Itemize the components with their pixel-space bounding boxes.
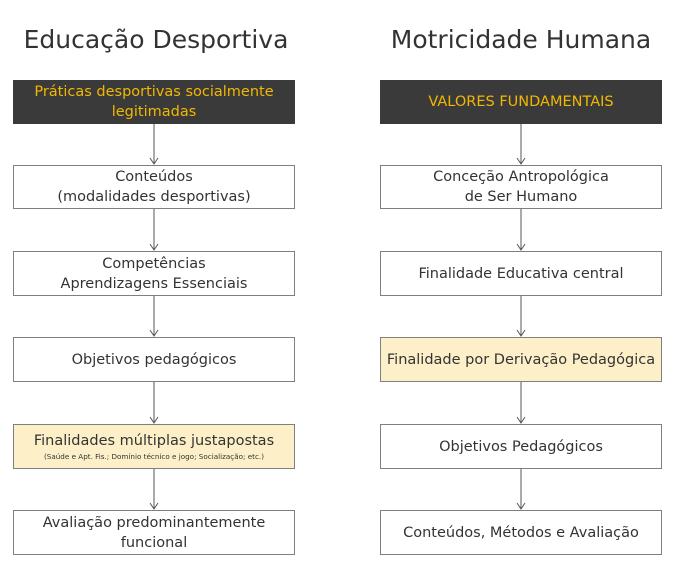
- left-box-finalidades-note: (Saúde e Apt. Fis.; Domínio técnico e jogo; Socialização; etc.): [43, 452, 265, 461]
- right-box-concecao-line-2: de Ser Humano: [464, 189, 578, 205]
- arrow-left-5: [150, 469, 158, 509]
- right-box-conteudos-metodos: [380, 510, 662, 555]
- left-box-competencias-line-1: Competências: [102, 255, 206, 272]
- left-box-conteudos-line-2: (modalidades desportivas): [57, 189, 251, 205]
- left-box-conteudos-line-1: Conteúdos: [115, 169, 193, 185]
- right-box-conteudos-metodos-line-1: Conteúdos, Métodos e Avaliação: [403, 524, 639, 541]
- arrow-left-2: [150, 209, 158, 250]
- arrow-right-2: [517, 209, 525, 250]
- right-box-valores-line-1: VALORES FUNDAMENTAIS: [428, 94, 614, 110]
- arrow-left-1: [150, 124, 158, 164]
- left-box-finalidades-line-1: Finalidades múltiplas justapostas: [33, 433, 275, 449]
- right-box-finalidade-educativa: [380, 251, 662, 296]
- right-box-objetivos-line-1: Objetivos Pedagógicos: [439, 438, 603, 455]
- left-box-avaliacao-line-1: Avaliação predominantemente: [42, 514, 266, 531]
- left-box-conteudos: [13, 165, 295, 209]
- arrow-right-3: [517, 296, 525, 336]
- right-box-concecao-line-1: Conceção Antropológica: [433, 169, 609, 185]
- left-box-competencias: [13, 251, 295, 296]
- arrow-right-4: [517, 382, 525, 423]
- right-box-valores-fundamentais: [380, 80, 662, 124]
- left-box-praticas-line-1: Práticas desportivas socialmente: [34, 84, 274, 100]
- left-column-title: Educação Desportiva: [23, 25, 289, 54]
- arrow-right-5: [517, 469, 525, 509]
- right-box-finalidade-educativa-line-1: Finalidade Educativa central: [418, 265, 624, 282]
- left-box-avaliacao-line-2: funcional: [120, 534, 188, 551]
- left-box-competencias-line-2: Aprendizagens Essenciais: [60, 275, 248, 292]
- left-box-praticas-desportivas: [13, 80, 295, 124]
- right-box-concecao-antropologica: [380, 165, 662, 209]
- right-column-title: Motricidade Humana: [390, 25, 652, 54]
- right-box-finalidade-derivacao: [380, 337, 662, 382]
- arrow-right-1: [517, 124, 525, 164]
- left-box-finalidades-multiplas: [13, 424, 295, 469]
- left-box-avaliacao: [13, 510, 295, 555]
- left-box-objetivos-pedagogicos: [13, 337, 295, 382]
- arrow-left-4: [150, 382, 158, 423]
- left-box-objetivos-line-1: Objetivos pedagógicos: [71, 351, 237, 368]
- arrow-left-3: [150, 296, 158, 336]
- right-box-derivacao-line-1: Finalidade por Derivação Pedagógica: [386, 351, 656, 368]
- left-box-praticas-line-2: legitimadas: [111, 104, 197, 120]
- right-box-objetivos-pedagogicos: [380, 424, 662, 469]
